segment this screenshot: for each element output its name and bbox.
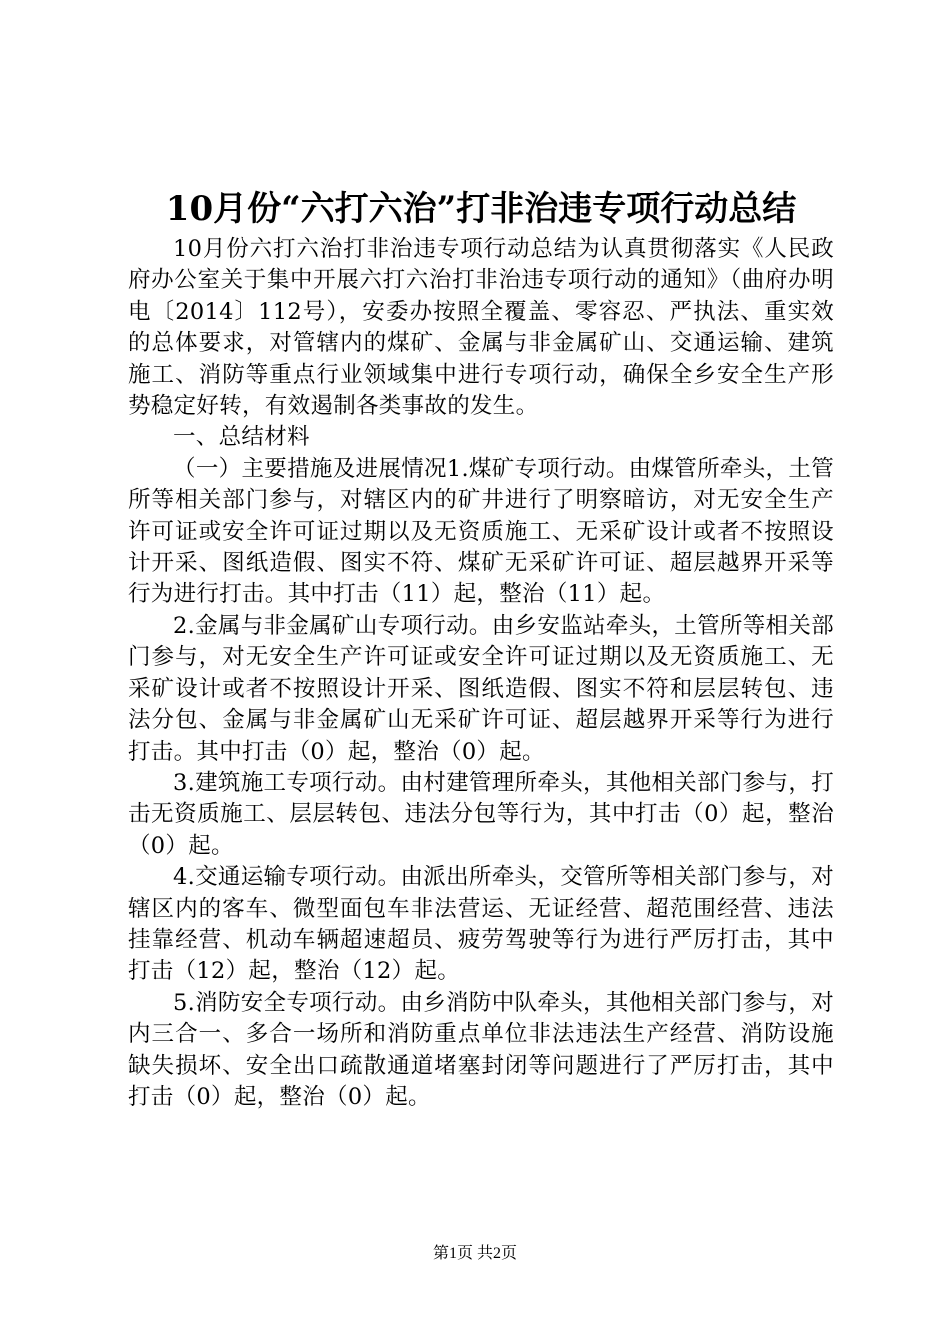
construction-paragraph: 3.建筑施工专项行动。由村建管理所牵头，其他相关部门参与，打击无资质施工、层层转包、违法分包等行为，其中打击（0）起，整治（0）起。 <box>128 769 834 859</box>
page-number: 第1页 共2页 <box>432 1245 517 1262</box>
section-heading: 一、总结材料 <box>173 424 310 451</box>
metal-mine-paragraph: 2.金属与非金属矿山专项行动。由乡安监站牵头，土管所等相关部门参与，对无安全生产许可证或安全许可证过期以及无资质施工、无采矿设计或者不按照设计开采、图纸造假、图实不符和层层转包、违法分包、金属与非金属矿山无采矿许可证、超层越界开采等行为进行打击。其中打击（0）起，整治（0）起。 <box>128 612 834 765</box>
intro-paragraph: 10月份六打六治打非治违专项行动总结为认真贯彻落实《人民政府办公室关于集中开展六打六治打非治违专项行动的通知》（曲府办明电〔2014〕112号），安委办按照全覆盖、零容忍、严执法、重实效的总体要求，对管辖内的煤矿、金属与非金属矿山、交通运输、建筑施工、消防等重点行业领域集中进行专项行动，确保全乡安全生产形势稳定好转，有效遏制各类事故的发生。 <box>128 236 834 420</box>
coal-mine-paragraph: （一）主要措施及进展情况1.煤矿专项行动。由煤管所牵头，土管所等相关部门参与，对辖区内的矿井进行了明察暗访，对无安全生产许可证或安全许可证过期以及无资质施工、无采矿设计或者不按照设计开采、图纸造假、图实不符、煤矿无采矿许可证、超层越界开采等行为进行打击。其中打击（11）起，整治（11）起。 <box>128 455 834 608</box>
document-body <box>128 186 834 1113</box>
document-title: 10月份“六打六治”打非治违专项行动总结 <box>165 189 797 229</box>
transport-paragraph: 4.交通运输专项行动。由派出所牵头，交管所等相关部门参与，对辖区内的客车、微型面包车非法营运、无证经营、超范围经营、违法挂靠经营、机动车辆超速超员、疲劳驾驶等行为进行严厉打击，其中打击（12）起，整治（12）起。 <box>128 864 834 985</box>
fire-safety-paragraph: 5.消防安全专项行动。由乡消防中队牵头，其他相关部门参与，对内三合一、多合一场所和消防重点单位非法违法生产经营、消防设施缺失损坏、安全出口疏散通道堵塞封闭等问题进行了严厉打击，其中打击（0）起，整治（0）起。 <box>128 989 834 1110</box>
